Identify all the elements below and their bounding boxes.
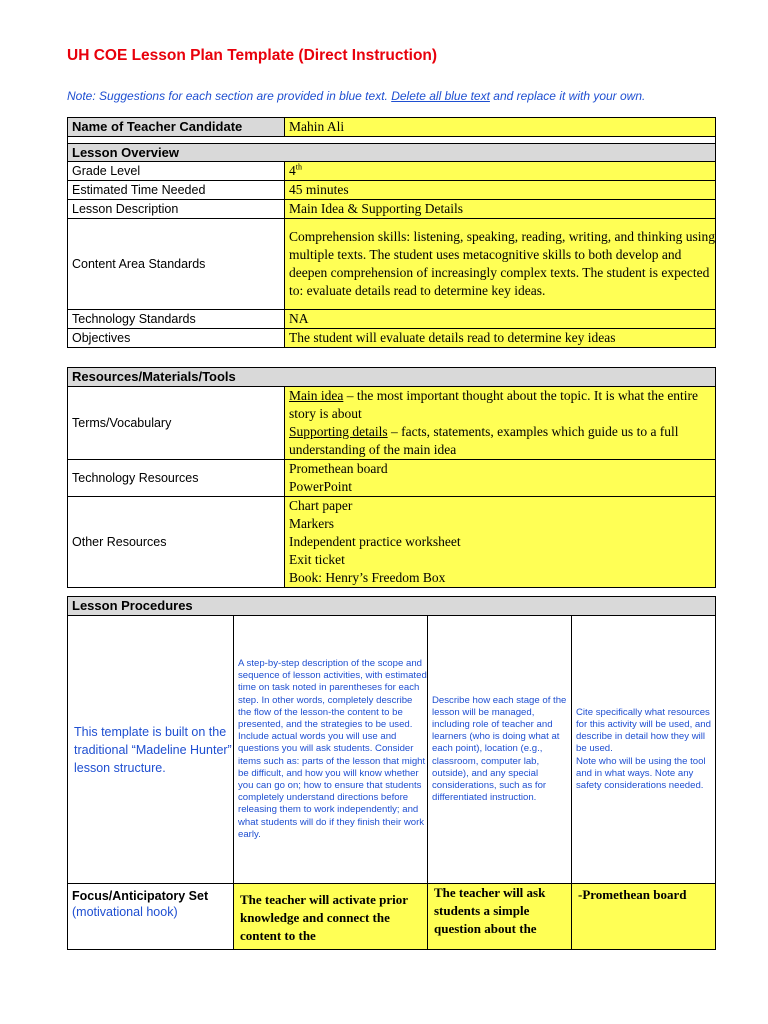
content-standards-value[interactable]: Comprehension skills: listening, speaking, reading, writing, and thinking using multiple texts. The student uses metacognitive skills to both develop and deepen comprehension of increasingly complex texts. The student is expected to: evaluate details read to determine key ideas. (285, 219, 716, 310)
lesson-overview-header: Lesson Overview (68, 144, 716, 162)
focus-label: Focus/Anticipatory Set (72, 889, 209, 903)
focus-resources[interactable]: -Promethean board (572, 884, 716, 950)
time-needed-label: Estimated Time Needed (68, 181, 285, 200)
lesson-description-value[interactable]: Main Idea & Supporting Details (285, 200, 716, 219)
grade-level-label: Grade Level (68, 162, 285, 181)
management-hint: Describe how each stage of the lesson will be managed, including role of teacher and learners (who is doing what at each point), location (e.g., classroom, computer lab, outside), and any special considerations, such as for differentiated instruction. (428, 616, 572, 884)
tech-item: Promethean board (289, 461, 388, 476)
teacher-label: Name of Teacher Candidate (68, 118, 285, 137)
other-item: Chart paper (289, 498, 353, 513)
resources-header: Resources/Materials/Tools (68, 368, 716, 387)
lesson-procedures-header: Lesson Procedures (68, 597, 716, 616)
other-item: Exit ticket (289, 552, 345, 567)
focus-label-cell (68, 884, 234, 950)
other-resources-value[interactable] (285, 497, 716, 588)
resources-hint: Cite specifically what resources for this activity will be used, and describe in detail how they will be used. Note who will be using the tool and in what ways. Note any safety considerations needed. (572, 616, 716, 884)
technology-resources-value[interactable] (285, 460, 716, 497)
instructions-note: Note: Suggestions for each section are provided in blue text. Delete all blue text and replace it with your own. (67, 89, 646, 103)
objectives-value[interactable]: The student will evaluate details read to determine key ideas (285, 329, 716, 348)
other-resources-label: Other Resources (68, 497, 285, 588)
template-intro: This template is built on the traditional “Madeline Hunter” lesson structure. (68, 616, 234, 884)
resources-table (67, 367, 716, 588)
technology-resources-label: Technology Resources (68, 460, 285, 497)
content-hint: A step-by-step description of the scope and sequence of lesson activities, with estimated time on task noted in parentheses for each step. In other words, completely describe the flow of the lesson-the content to be presented, and the strategies to be used. Include actual words you will use and questions you will ask students. Consider items such as: parts of the lesson that might be difficult, and how you will know whether you can go on; how to ensure that students completely understand directions before releasing them to work independently; and what students will do if they finish their work early. (234, 616, 428, 884)
grade-level-value[interactable]: 4th (285, 162, 716, 181)
focus-sub: (motivational hook) (72, 905, 178, 919)
term-supporting-details: Supporting details (289, 424, 388, 439)
other-item: Independent practice worksheet (289, 534, 461, 549)
document-title: UH COE Lesson Plan Template (Direct Instruction) (67, 47, 438, 64)
content-standards-label: Content Area Standards (68, 219, 285, 310)
other-item: Markers (289, 516, 334, 531)
technology-standards-label: Technology Standards (68, 310, 285, 329)
teacher-name[interactable]: Mahin Ali (285, 118, 716, 137)
delete-blue-text-note: Delete all blue text (391, 89, 490, 103)
terms-value[interactable]: Main idea – the most important thought about the topic. It is what the entire story is about Supporting details – facts, statements, examples which guide us to a full understanding of the main idea (285, 387, 716, 460)
time-needed-value[interactable]: 45 minutes (285, 181, 716, 200)
term-main-idea: Main idea (289, 388, 344, 403)
terms-label: Terms/Vocabulary (68, 387, 285, 460)
procedures-table (67, 596, 716, 950)
objectives-label: Objectives (68, 329, 285, 348)
tech-item: PowerPoint (289, 479, 353, 494)
overview-table (67, 117, 716, 348)
other-item: Book: Henry’s Freedom Box (289, 570, 446, 585)
technology-standards-value[interactable]: NA (285, 310, 716, 329)
focus-management[interactable]: The teacher will ask students a simple question about the (428, 884, 572, 950)
lesson-description-label: Lesson Description (68, 200, 285, 219)
focus-content[interactable]: The teacher will activate prior knowledge and connect the content to the (234, 884, 428, 950)
